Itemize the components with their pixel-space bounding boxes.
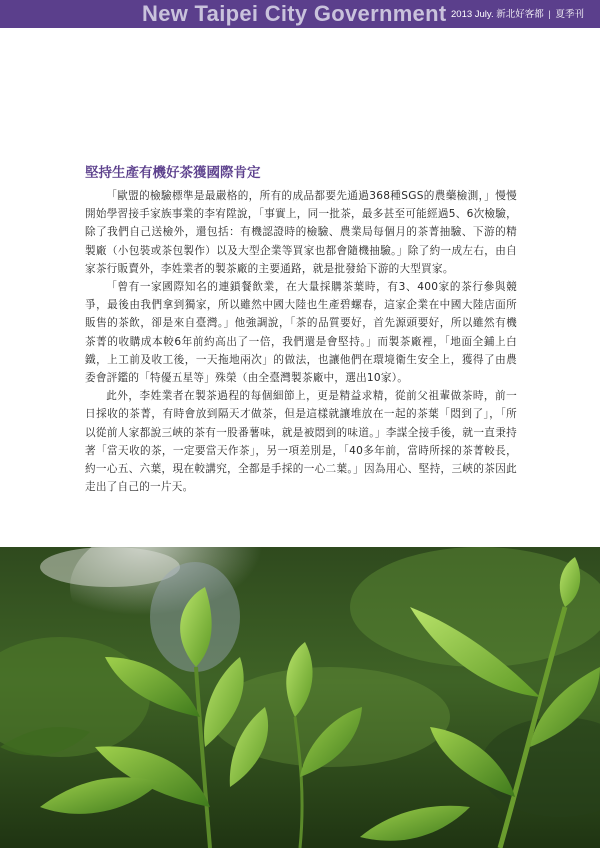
- paragraph: 此外，李姓業者在製茶過程的每個細節上，更是精益求精，從前父祖輩做茶時，前一日採收的茶菁，有時會放到隔天才做茶，但是這樣就讓堆放在一起的茶葉「悶到了」，「所以從前人家都說三峽的茶有一股番薯味，就是被悶到的味道。」李謀全接手後，就一直秉持著「當天收的茶，一定要當天作茶」，另一項差別是，「40多年前，當時所採的茶菁較長，約一心五、六葉，現在較講究，全都是手採的一心二葉。」因為用心、堅持，三峽的茶因此走出了自己的一片天。: [85, 390, 517, 494]
- issue-season: 夏季刊: [555, 9, 585, 20]
- article-title: 堅持生產有機好茶獲國際肯定: [85, 165, 261, 181]
- magazine-header: [0, 0, 600, 28]
- paragraph: 「曾有一家國際知名的連鎖餐飲業，在大量採購茶葉時，有3、400家的茶行參與競爭，最後由我們拿到獨家，所以雖然中國大陸也生產碧螺春，這家企業在中國大陸店面所販售的茶飲，卻是來自臺灣。」他強調說，「茶的品質要好，首先源頭要好，所以雖然有機茶菁的收購成本較6年前約高出了一倍，我們還是會堅持。」而製茶廠裡，「地面全鋪上白鐵，上工前及收工後，一天拖地兩次」的做法，也讓他們在環境衛生安全上，獲得了由農委會評鑑的「特優五星等」殊榮（由全臺灣製茶廠中，選出10家）。: [85, 281, 517, 385]
- magazine-name: 新北好客都: [496, 9, 544, 20]
- issue-info: [451, 8, 584, 22]
- article-body: [85, 187, 517, 496]
- paragraph: 「歐盟的檢驗標準是最嚴格的，所有的成品都要先通過368種SGS的農藥檢測，」慢慢開始學習接手家族事業的李宥陞說，「事實上，同一批茶，最多甚至可能經過5、6次檢驗，除了我們自己送檢外，還包括：有機認證時的檢驗、農業局每個月的茶菁抽驗、下游的精製廠（小包裝或茶包製作）以及大型企業等買家也都會隨機抽驗。」除了約一成左右，由自家茶行販賣外，李姓業者的製茶廠的主要通路，就是批發給下游的大型買家。: [85, 190, 517, 275]
- issue-date: 2013 July.: [451, 9, 494, 20]
- brand-name: New Taipei City Government: [142, 1, 447, 26]
- tea-plant-photo: [0, 547, 600, 848]
- separator: |: [548, 9, 551, 20]
